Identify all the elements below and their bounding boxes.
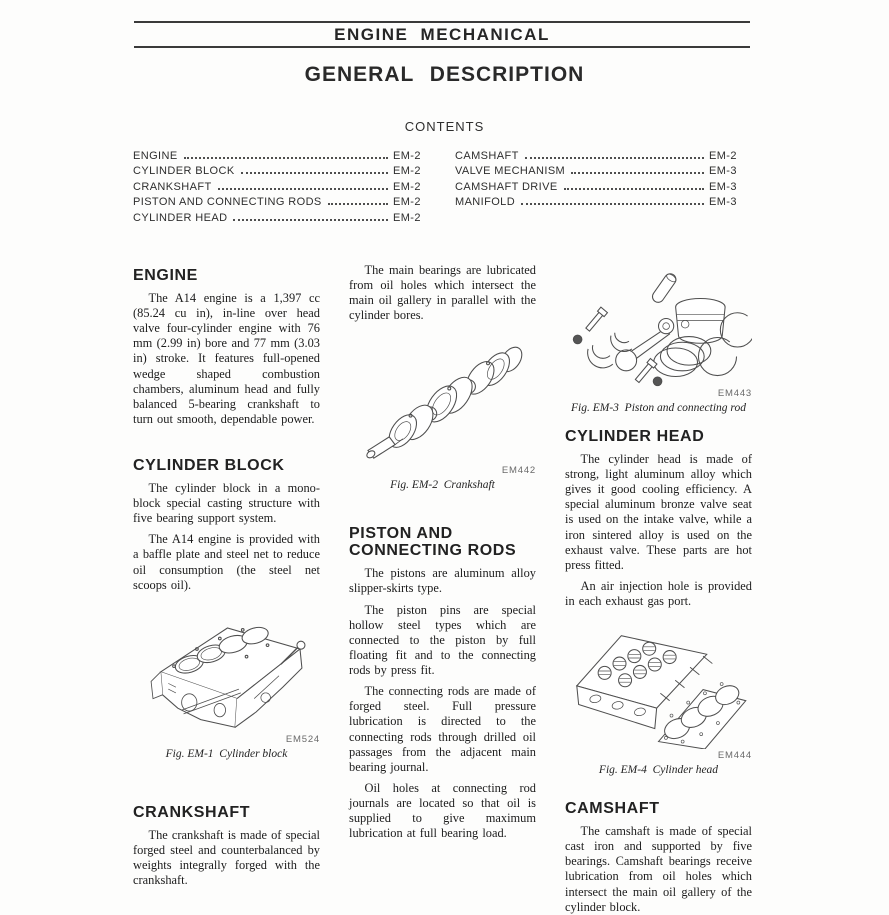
toc-page-ref: EM-3 <box>709 180 737 193</box>
toc-label: ENGINE <box>133 150 178 162</box>
toc-label: CYLINDER BLOCK <box>133 165 235 178</box>
toc-page-ref: EM-3 <box>709 196 737 209</box>
header-top-rule <box>134 21 750 23</box>
toc-page-ref: EM-2 <box>393 211 421 224</box>
toc-label: MANIFOLD <box>455 196 516 209</box>
toc-entry-engine <box>133 150 425 165</box>
heading-engine: ENGINE <box>133 267 198 284</box>
toc-label: CAMSHAFT DRIVE <box>455 180 558 193</box>
camshaft-paragraph: The camshaft is made of special cast iron and supported by five bearings. Camshaft bearings receive lubrication from oil holes which intersect the main oil gallery of the cylinder block. <box>565 824 752 914</box>
figure-em1-code: EM524 <box>285 733 320 745</box>
toc-leader-dots <box>328 203 388 205</box>
figure-em3-caption: Fig. EM-3 Piston and connecting rod <box>571 402 746 414</box>
cylinder-block-paragraph-1: The cylinder block in a mono-block special casting structure with five bearing support system. <box>133 480 320 526</box>
toc-leader-dots <box>184 157 388 159</box>
engine-paragraph: The A14 engine is a 1,397 cc (85.24 cu in), in-line over head valve four-cylinder engine with 76 mm (2.99 in) bore and 77 mm (3.03 in) stroke. It features full-opened wedge shaped combustion chambers, aluminum head and fully balanced 5-bearing crankshaft to turn out smooth, dependable power. <box>133 290 320 426</box>
heading-piston-rods: PISTON AND CONNECTING RODS <box>349 524 517 560</box>
toc-page-ref: EM-3 <box>709 165 737 178</box>
heading-cylinder-head: CYLINDER HEAD <box>565 428 705 445</box>
heading-camshaft: CAMSHAFT <box>565 800 660 818</box>
piston-paragraph-3: The connecting rods are made of forged steel. Full pressure lubrication is directed to the connecting rods through drilled oil passages from the adjacent main bearing journal. <box>349 684 536 774</box>
toc-entry-manifold <box>455 196 741 211</box>
figure-em2 <box>349 342 536 491</box>
toc-entry-camshaft-drive <box>455 181 741 196</box>
toc-label: CAMSHAFT <box>455 150 519 162</box>
cylinder-head-paragraph-1: The cylinder head is made of strong, light aluminum alloy which gives it good cooling efficiency. A special aluminum bronze valve seat is used on the intake valve, while a iron sintered alloy is used on the exhaust valve. These parts are hot press fitted. <box>565 451 752 572</box>
toc-page-ref: EM-2 <box>393 150 421 162</box>
toc-entry-crankshaft <box>133 181 425 196</box>
toc-entry-piston-rods <box>133 196 425 211</box>
chapter-title: ENGINE MECHANICAL <box>334 25 550 44</box>
figure-em2-code: EM442 <box>501 464 536 476</box>
cylinder-block-paragraph-2: The A14 engine is provided with a baffle plate and steel net to reduce oil consumption (the steel net scoops oil). <box>133 532 320 592</box>
toc-entry-valve-mechanism <box>455 165 741 180</box>
toc-right-column <box>455 150 741 212</box>
toc-leader-dots <box>564 188 704 190</box>
toc-label: VALVE MECHANISM <box>455 165 566 178</box>
toc-leader-dots <box>525 157 704 159</box>
toc-leader-dots <box>521 203 704 205</box>
column-left <box>133 263 320 915</box>
main-bearings-paragraph: The main bearings are lubricated from oil holes which intersect the main oil gallery in parallel with the cylinder bores. <box>349 263 536 323</box>
figure-em1-caption: Fig. EM-1 Cylinder block <box>165 747 288 760</box>
figure-em2-caption: Fig. EM-2 Crankshaft <box>390 478 495 491</box>
toc-leader-dots <box>233 219 388 221</box>
crankshaft-drawing <box>349 342 536 464</box>
piston-paragraph-2: The piston pins are special hollow steel types which are connected to the piston by full floating fit and to the connecting rods by press fit. <box>349 602 536 678</box>
toc-leader-dots <box>571 172 704 174</box>
page-body <box>133 263 753 915</box>
header-bottom-rule <box>134 46 750 48</box>
heading-crankshaft: CRANKSHAFT <box>133 803 251 821</box>
crankshaft-paragraph: The crankshaft is made of special forged steel and counterbalanced by weights integrally forged with the crankshaft. <box>133 827 320 888</box>
cylinder-block-drawing <box>133 607 320 733</box>
heading-cylinder-block: CYLINDER BLOCK <box>133 457 285 475</box>
cylinder-head-drawing <box>565 619 752 749</box>
toc-page-ref: EM-2 <box>393 196 421 209</box>
toc-entry-cylinder-head <box>133 212 425 227</box>
piston-paragraph-1: The pistons are aluminum alloy slipper-skirts type. <box>349 566 536 596</box>
toc-leader-dots <box>218 188 388 190</box>
toc-entry-cylinder-block <box>133 165 425 180</box>
page-title: GENERAL DESCRIPTION <box>304 63 585 86</box>
toc-left-column <box>133 150 425 227</box>
toc-label: CRANKSHAFT <box>133 180 212 193</box>
toc-entry-camshaft <box>455 150 741 165</box>
toc-label: PISTON AND CONNECTING RODS <box>133 196 322 209</box>
figure-em4-caption: Fig. EM-4 Cylinder head <box>598 764 719 777</box>
toc-leader-dots <box>241 172 388 174</box>
figure-em4-code: EM444 <box>717 750 752 762</box>
figure-em3-code: EM443 <box>717 388 752 399</box>
figure-em4 <box>565 619 752 776</box>
piston-paragraph-4: Oil holes at connecting rod journals are located so that oil is supplied to give maximum lubrication at full bearing load. <box>349 780 536 841</box>
contents-title: CONTENTS <box>404 119 485 134</box>
piston-connecting-rod-drawing <box>565 269 752 387</box>
toc-page-ref: EM-2 <box>393 180 421 193</box>
toc-label: CYLINDER HEAD <box>133 211 228 224</box>
column-middle <box>349 263 536 915</box>
toc-page-ref: EM-2 <box>393 165 421 178</box>
toc-page-ref: EM-2 <box>709 150 737 162</box>
cylinder-head-paragraph-2: An air injection hole is provided in each exhaust gas port. <box>565 578 752 609</box>
figure-em3 <box>565 269 752 414</box>
column-right <box>565 263 752 915</box>
figure-em1 <box>133 607 320 760</box>
